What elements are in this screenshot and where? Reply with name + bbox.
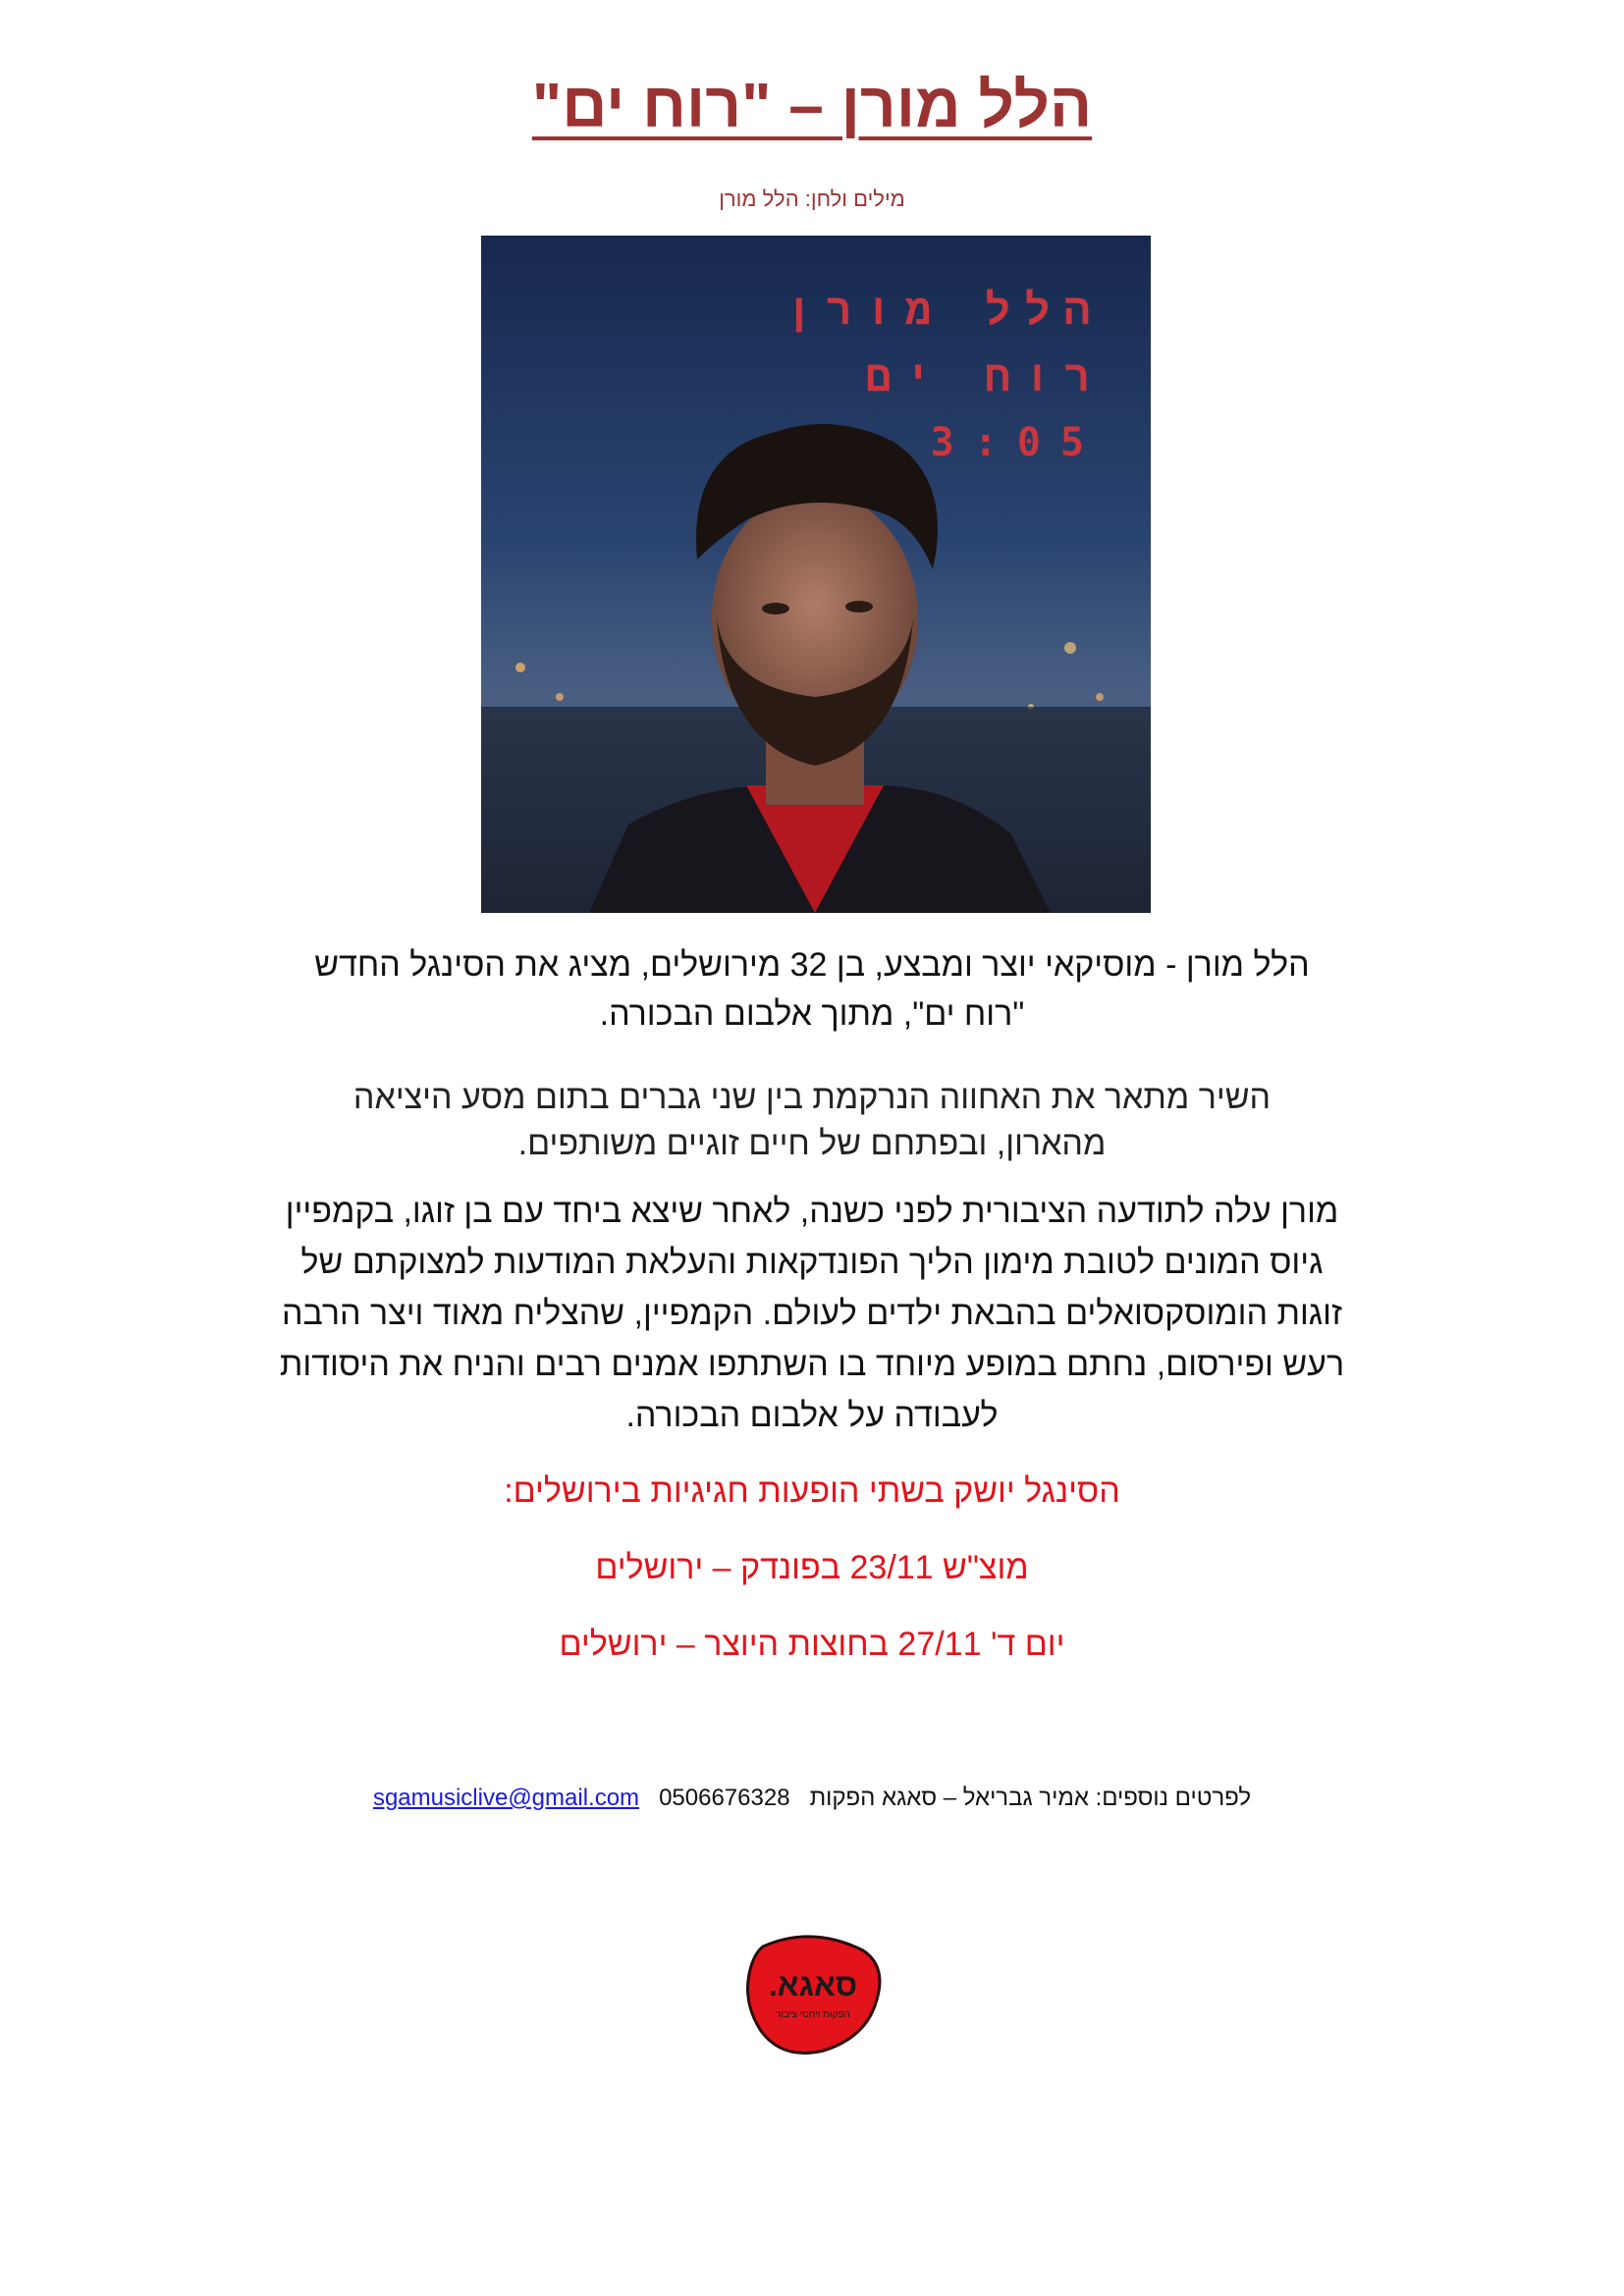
background-line: זוגות הומוסקסואלים בהבאת ילדים לעולם. הקמפיין, שהצליח מאוד ויצר הרבה <box>282 1295 1342 1332</box>
background-line: מורן עלה לתודעה הציבורית לפני כשנה, לאחר שיצא ביחד עם בן זוגו, בקמפיין <box>285 1193 1339 1230</box>
show-item-1: מוצ"ש 23/11 בפונדק – ירושלים <box>595 1549 1029 1586</box>
background-line: רעש ופירסום, נחתם במופע מיוחד בו השתתפו אמנים רבים והניח את היסודות <box>279 1346 1345 1383</box>
background-paragraph <box>236 1186 1388 1441</box>
background-line: גיוס המונים לטובת מימון הליך הפונדקאות והעלאת המודעות למצוקתם של <box>300 1244 1324 1281</box>
background-line: לעבודה על אלבום הבכורה. <box>625 1397 999 1434</box>
logo-tagline: הפקות ויחסי ציבור <box>776 2009 850 2020</box>
cover-song-text: רוח ים <box>865 351 1104 401</box>
shows-heading: הסינגל יושק בשתי הופעות חגיגיות בירושלים: <box>504 1472 1120 1510</box>
show-item-2: יום ד' 27/11 בחוצות היוצר – ירושלים <box>559 1626 1065 1663</box>
intro-line: הלל מורן - מוסיקאי יוצר ומבצע, בן 32 מירושלים, מציג את הסינגל החדש <box>314 946 1310 984</box>
song-description-paragraph <box>236 1075 1388 1167</box>
contact-label: לפרטים נוספים: אמיר גבריאל – סאגא הפקות <box>809 1785 1252 1811</box>
logo-name: סאגא. <box>768 1967 858 2002</box>
page-title: הלל מורן – "רוח ים" <box>531 70 1093 140</box>
cover-duration-text: 3:05 <box>930 420 1104 465</box>
album-cover <box>481 236 1151 913</box>
description-line: השיר מתאר את האחווה הנרקמת בין שני גברים בתום מסע היציאה <box>352 1079 1272 1116</box>
intro-paragraph <box>236 940 1388 1039</box>
cover-artist-text: הלל מורן <box>785 285 1104 335</box>
description-line: מהארון, ובפתחם של חיים זוגיים משותפים. <box>517 1125 1107 1162</box>
saga-logo <box>743 1929 883 2056</box>
contact-phone: 0506676328 <box>659 1785 790 1811</box>
contact-email-link[interactable]: sgamusiclive@gmail.com <box>372 1785 640 1811</box>
intro-line: "רוח ים", מתוך אלבום הבכורה. <box>599 995 1025 1033</box>
contact-line <box>0 1785 1624 1812</box>
song-credit: מילים ולחן: הלל מורן <box>719 187 905 211</box>
